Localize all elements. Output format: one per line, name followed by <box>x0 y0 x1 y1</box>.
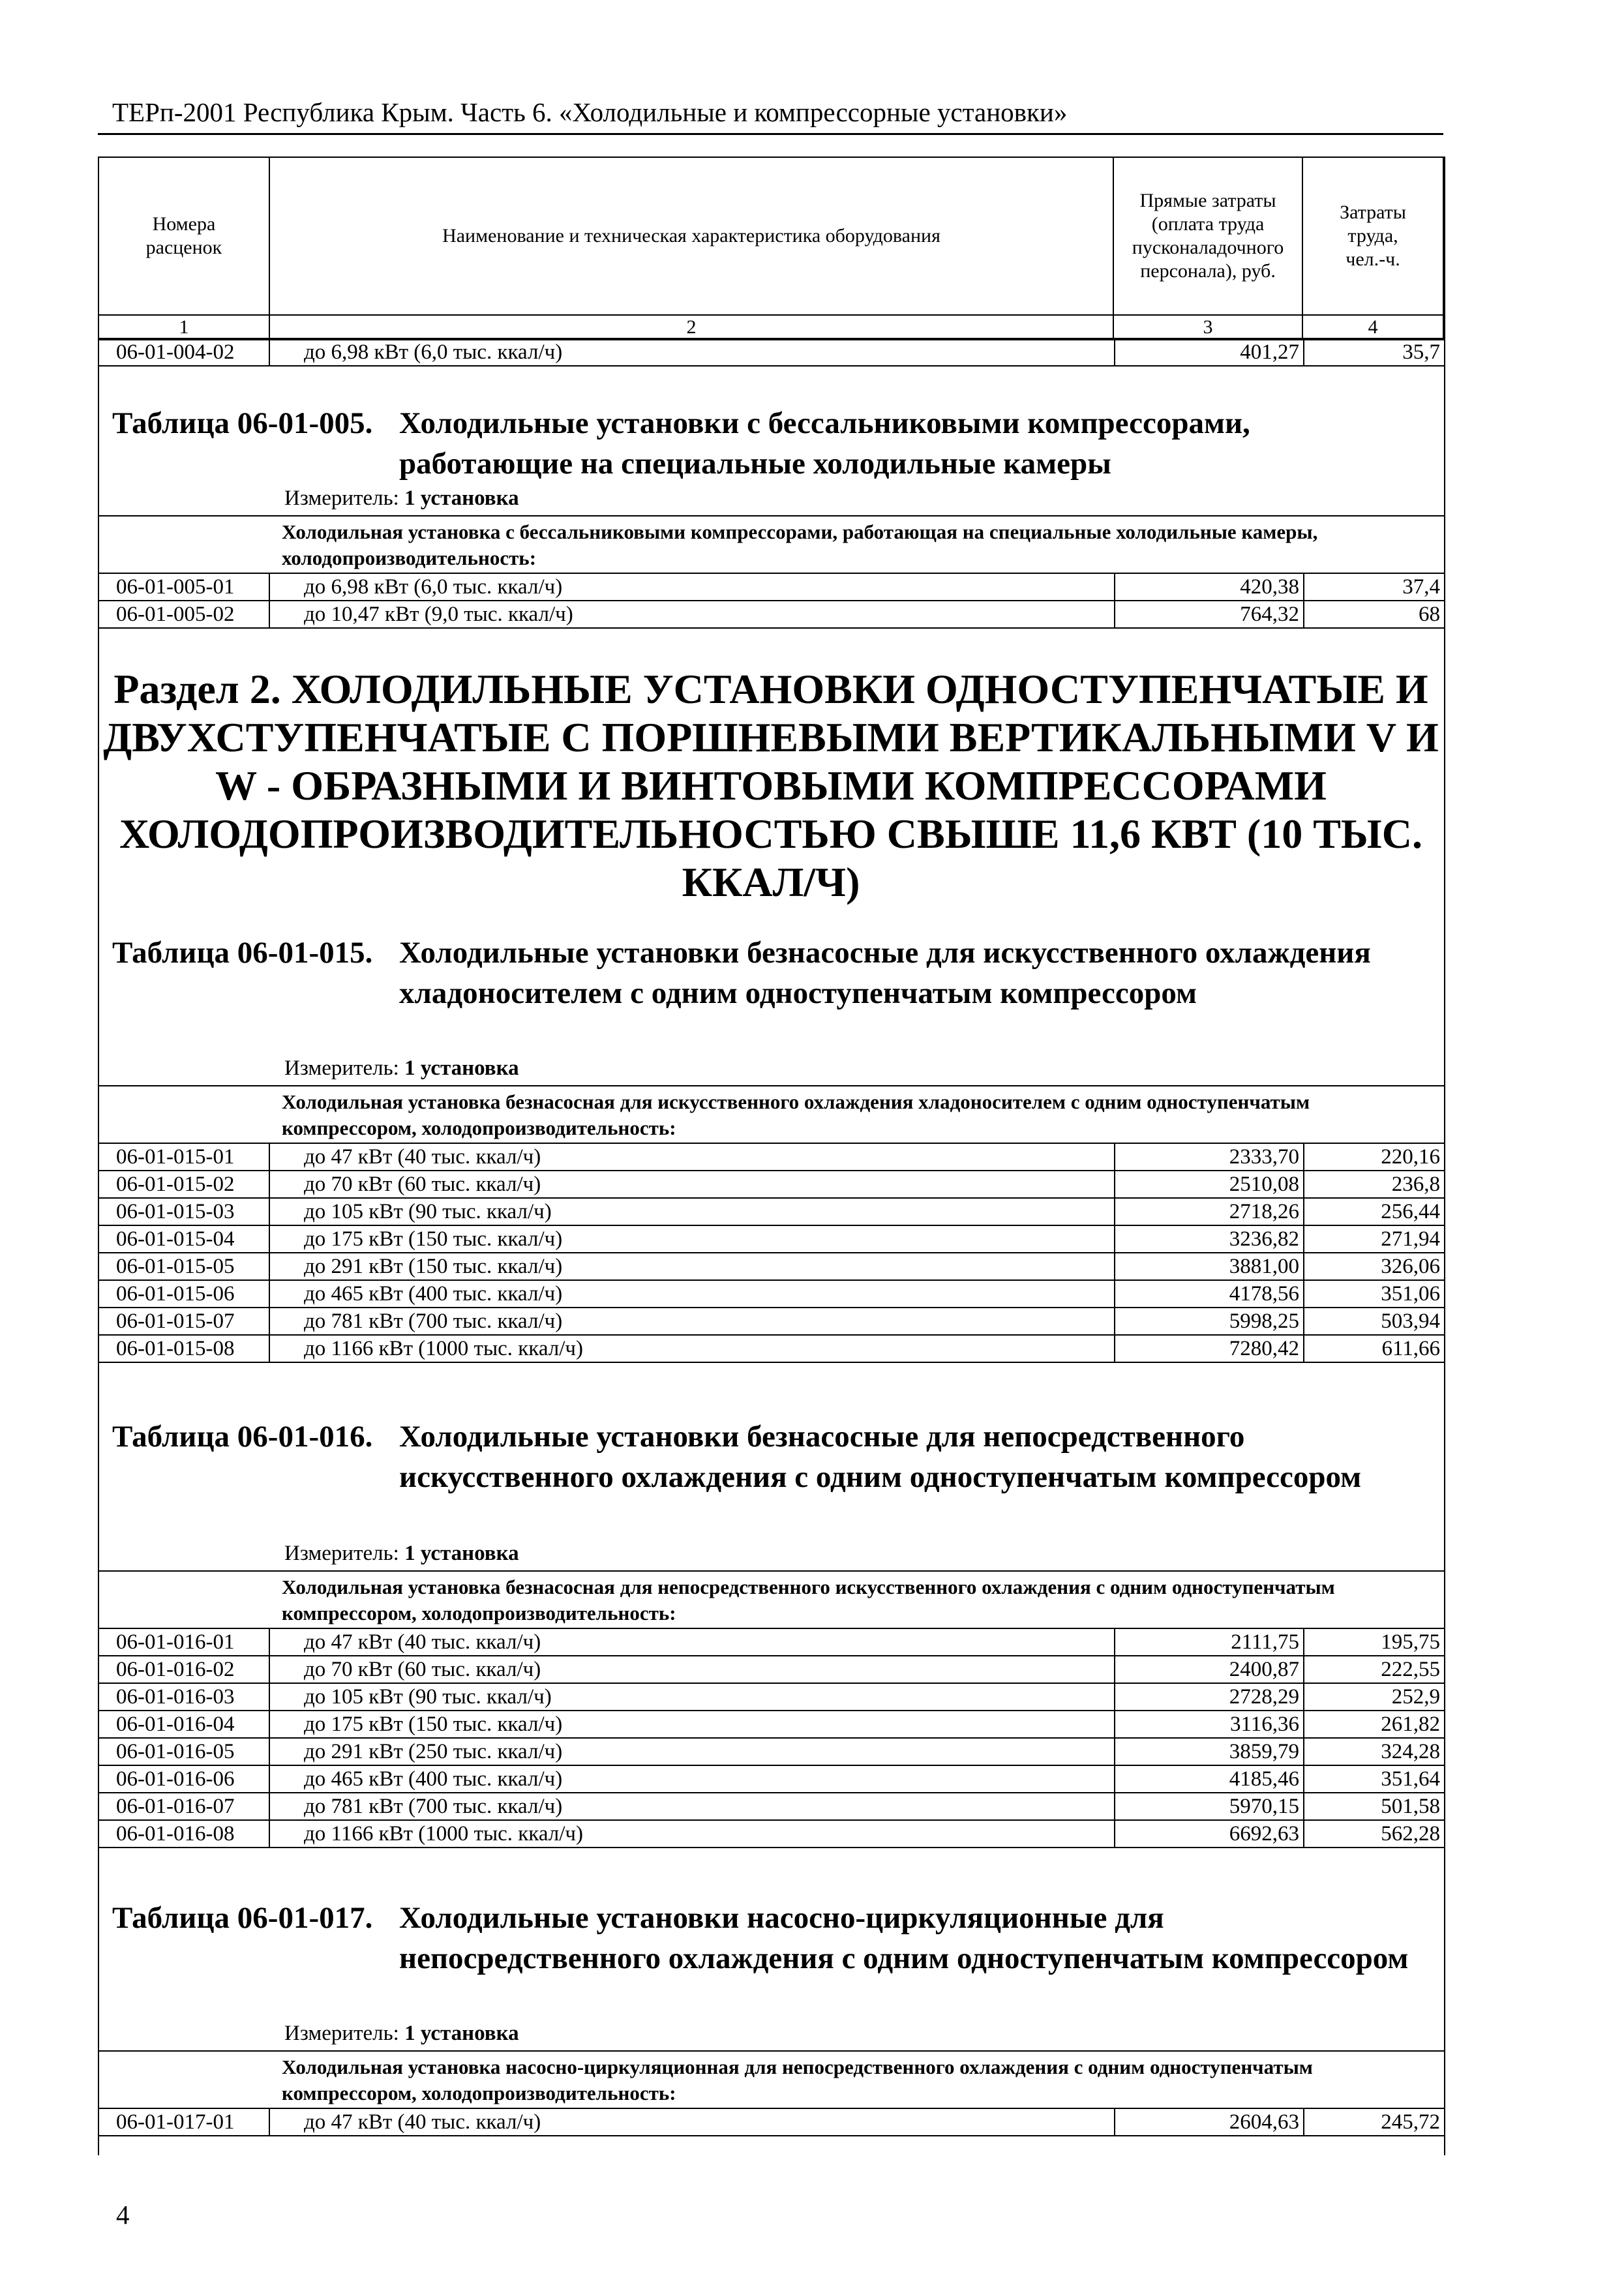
row-labor: 35,7 <box>1304 338 1445 366</box>
row-name: до 70 кВт (60 тыс. ккал/ч) <box>269 1171 1115 1198</box>
table-row <box>98 2108 1445 2136</box>
table-015-title-text: Холодильные установки безнасосные для искусственного охлаждения хладоносителем с одним одноступенчатым компрессором <box>399 936 1371 1010</box>
row-cost: 6692,63 <box>1115 1820 1304 1848</box>
meter-label: Измеритель: <box>284 486 399 510</box>
table-row <box>98 1225 1445 1253</box>
table-005 <box>98 515 1444 629</box>
group-row <box>98 516 1445 573</box>
row-cost: 2400,87 <box>1115 1656 1304 1683</box>
row-labor: 501,58 <box>1304 1793 1445 1820</box>
row-name: до 47 кВт (40 тыс. ккал/ч) <box>269 2108 1115 2136</box>
row-labor: 271,94 <box>1304 1225 1445 1253</box>
row-labor: 245,72 <box>1304 2108 1445 2136</box>
col-header-direct-costs: Прямые затраты (оплата труда пусконаладочного персонала), руб. <box>1113 157 1302 315</box>
row-cost: 4185,46 <box>1115 1765 1304 1793</box>
table-row <box>98 1335 1445 1362</box>
table-005-meter <box>284 486 519 511</box>
row-labor: 324,28 <box>1304 1738 1445 1765</box>
row-name: до 47 кВт (40 тыс. ккал/ч) <box>269 1628 1115 1656</box>
row-cost: 2718,26 <box>1115 1198 1304 1225</box>
row-name: до 10,47 кВт (9,0 тыс. ккал/ч) <box>269 601 1115 628</box>
row-labor: 351,06 <box>1304 1280 1445 1308</box>
row-name: до 47 кВт (40 тыс. ккал/ч) <box>269 1143 1115 1171</box>
row-code: 06-01-016-08 <box>98 1820 269 1848</box>
table-005-title <box>112 403 1430 484</box>
row-labor: 236,8 <box>1304 1171 1445 1198</box>
table-005-title-prefix: Таблица 06-01-005. <box>112 406 373 440</box>
row-cost: 401,27 <box>1115 338 1304 366</box>
meter-value: 1 установка <box>404 1056 519 1080</box>
row-name: до 1166 кВт (1000 тыс. ккал/ч) <box>269 1820 1115 1848</box>
row-name: до 175 кВт (150 тыс. ккал/ч) <box>269 1711 1115 1738</box>
continued-rows <box>98 338 1444 367</box>
table-row <box>98 1656 1445 1683</box>
row-cost: 420,38 <box>1115 573 1304 601</box>
row-name: до 105 кВт (90 тыс. ккал/ч) <box>269 1198 1115 1225</box>
column-header-table <box>98 157 1444 340</box>
row-labor: 195,75 <box>1304 1628 1445 1656</box>
table-016-title-prefix: Таблица 06-01-016. <box>112 1420 373 1454</box>
table-row <box>98 601 1445 628</box>
table-row <box>98 338 1445 366</box>
row-code: 06-01-005-01 <box>98 573 269 601</box>
row-code: 06-01-015-07 <box>98 1308 269 1335</box>
row-cost: 3236,82 <box>1115 1225 1304 1253</box>
table-015-title-prefix: Таблица 06-01-015. <box>112 936 373 970</box>
row-code: 06-01-016-02 <box>98 1656 269 1683</box>
row-code: 06-01-004-02 <box>98 338 269 366</box>
table-row <box>98 1253 1445 1280</box>
row-name: до 70 кВт (60 тыс. ккал/ч) <box>269 1656 1115 1683</box>
table-015-meter <box>284 1056 519 1081</box>
row-name: до 105 кВт (90 тыс. ккал/ч) <box>269 1683 1115 1711</box>
meter-label: Измеритель: <box>284 1056 399 1080</box>
page-header: ТЕРп-2001 Республика Крым. Часть 6. «Холодильные и компрессорные установки» <box>112 97 1068 127</box>
table-016-title-text: Холодильные установки безнасосные для непосредственного искусственного охлаждения с одним одноступенчатым компрессором <box>399 1420 1362 1494</box>
row-code: 06-01-015-02 <box>98 1171 269 1198</box>
table-017-meter <box>284 2022 519 2046</box>
row-name: до 291 кВт (250 тыс. ккал/ч) <box>269 1738 1115 1765</box>
row-cost: 2111,75 <box>1115 1628 1304 1656</box>
table-row <box>98 1143 1445 1171</box>
table-row <box>98 1308 1445 1335</box>
row-labor: 222,55 <box>1304 1656 1445 1683</box>
row-code: 06-01-016-04 <box>98 1711 269 1738</box>
row-code: 06-01-017-01 <box>98 2108 269 2136</box>
table-015-title <box>112 933 1430 1013</box>
row-name: до 175 кВт (150 тыс. ккал/ч) <box>269 1225 1115 1253</box>
row-labor: 37,4 <box>1304 573 1445 601</box>
row-code: 06-01-015-04 <box>98 1225 269 1253</box>
table-017-title-text: Холодильные установки насосно-циркуляционные для непосредственного охлаждения с одним одноступенчатым компрессором <box>399 1901 1409 1975</box>
row-cost: 2604,63 <box>1115 2108 1304 2136</box>
row-name: до 781 кВт (700 тыс. ккал/ч) <box>269 1308 1115 1335</box>
row-name: до 465 кВт (400 тыс. ккал/ч) <box>269 1280 1115 1308</box>
row-labor: 351,64 <box>1304 1765 1445 1793</box>
table-017 <box>98 2050 1444 2136</box>
col-header-codes: Номера расценок <box>98 157 269 315</box>
table-row <box>98 1793 1445 1820</box>
table-row <box>98 1820 1445 1848</box>
meter-label: Измеритель: <box>284 2022 399 2045</box>
row-name: до 6,98 кВт (6,0 тыс. ккал/ч) <box>269 338 1115 366</box>
row-code: 06-01-015-05 <box>98 1253 269 1280</box>
row-code: 06-01-016-06 <box>98 1765 269 1793</box>
table-016-meter <box>284 1542 519 1566</box>
row-labor: 326,06 <box>1304 1253 1445 1280</box>
table-017-group: Холодильная установка насосно-циркуляционная для непосредственного охлаждения с одним одноступенчатым компрессором, холодопроизводительность: <box>98 2051 1445 2108</box>
group-row <box>98 1571 1445 1628</box>
row-code: 06-01-015-06 <box>98 1280 269 1308</box>
table-017-title <box>112 1898 1430 1979</box>
table-005-group: Холодильная установка с бессальниковыми компрессорами, работающая на специальные холодильные камеры, холодопроизводительность: <box>98 516 1445 573</box>
meter-label: Измеритель: <box>284 1542 399 1565</box>
row-code: 06-01-016-07 <box>98 1793 269 1820</box>
row-labor: 256,44 <box>1304 1198 1445 1225</box>
row-labor: 261,82 <box>1304 1711 1445 1738</box>
row-labor: 68 <box>1304 601 1445 628</box>
row-labor: 503,94 <box>1304 1308 1445 1335</box>
col-number-1: 1 <box>98 315 269 340</box>
table-017-title-prefix: Таблица 06-01-017. <box>112 1901 373 1935</box>
col-header-name: Наименование и техническая характеристика оборудования <box>269 157 1113 315</box>
row-code: 06-01-015-01 <box>98 1143 269 1171</box>
row-cost: 3116,36 <box>1115 1711 1304 1738</box>
row-cost: 4178,56 <box>1115 1280 1304 1308</box>
table-row <box>98 1683 1445 1711</box>
meter-value: 1 установка <box>404 486 519 510</box>
row-cost: 3881,00 <box>1115 1253 1304 1280</box>
row-code: 06-01-015-03 <box>98 1198 269 1225</box>
col-number-2: 2 <box>269 315 1113 340</box>
row-name: до 781 кВт (700 тыс. ккал/ч) <box>269 1793 1115 1820</box>
table-016-title <box>112 1416 1430 1497</box>
col-number-4: 4 <box>1302 315 1443 340</box>
col-header-labor: Затраты труда, чел.-ч. <box>1302 157 1443 315</box>
row-labor: 611,66 <box>1304 1335 1445 1362</box>
table-row <box>98 1171 1445 1198</box>
row-labor: 252,9 <box>1304 1683 1445 1711</box>
table-015-group: Холодильная установка безнасосная для искусственного охлаждения хладоносителем с одним одноступенчатым компрессором, холодопроизводительность: <box>98 1086 1445 1143</box>
row-name: до 291 кВт (150 тыс. ккал/ч) <box>269 1253 1115 1280</box>
group-row <box>98 2051 1445 2108</box>
row-cost: 3859,79 <box>1115 1738 1304 1765</box>
row-cost: 2510,08 <box>1115 1171 1304 1198</box>
row-cost: 7280,42 <box>1115 1335 1304 1362</box>
table-015 <box>98 1085 1444 1363</box>
row-code: 06-01-016-03 <box>98 1683 269 1711</box>
row-code: 06-01-016-01 <box>98 1628 269 1656</box>
header-rule <box>98 133 1443 135</box>
section-2-title: Раздел 2. ХОЛОДИЛЬНЫЕ УСТАНОВКИ ОДНОСТУПЕНЧАТЫЕ И ДВУХСТУПЕНЧАТЫЕ С ПОРШНЕВЫМИ ВЕРТИКАЛЬНЫМИ V И W - ОБРАЗНЫМИ И ВИНТОВЫМИ КОМПРЕССОРАМИ ХОЛОДОПРОИЗВОДИТЕЛЬНОСТЬЮ СВЫШЕ 11,6 КВТ (10 ТЫС. ККАЛ/Ч) <box>103 666 1439 905</box>
row-cost: 5998,25 <box>1115 1308 1304 1335</box>
row-name: до 1166 кВт (1000 тыс. ккал/ч) <box>269 1335 1115 1362</box>
table-row <box>98 1280 1445 1308</box>
row-name: до 465 кВт (400 тыс. ккал/ч) <box>269 1765 1115 1793</box>
row-code: 06-01-016-05 <box>98 1738 269 1765</box>
row-cost: 5970,15 <box>1115 1793 1304 1820</box>
table-016-group: Холодильная установка безнасосная для непосредственного искусственного охлаждения с одним одноступенчатым компрессором, холодопроизводительность: <box>98 1571 1445 1628</box>
group-row <box>98 1086 1445 1143</box>
row-code: 06-01-005-02 <box>98 601 269 628</box>
table-row <box>98 1628 1445 1656</box>
meter-value: 1 установка <box>404 1542 519 1565</box>
table-005-title-text: Холодильные установки с бессальниковыми компрессорами, работающие на специальные холодильные камеры <box>399 406 1250 481</box>
table-row <box>98 1711 1445 1738</box>
page-number: 4 <box>116 2200 130 2230</box>
table-016 <box>98 1570 1444 1848</box>
table-row <box>98 1765 1445 1793</box>
row-name: до 6,98 кВт (6,0 тыс. ккал/ч) <box>269 573 1115 601</box>
row-labor: 562,28 <box>1304 1820 1445 1848</box>
row-code: 06-01-015-08 <box>98 1335 269 1362</box>
table-row <box>98 573 1445 601</box>
table-row <box>98 1198 1445 1225</box>
meter-value: 1 установка <box>404 2022 519 2045</box>
row-cost: 764,32 <box>1115 601 1304 628</box>
row-cost: 2333,70 <box>1115 1143 1304 1171</box>
row-cost: 2728,29 <box>1115 1683 1304 1711</box>
table-row <box>98 1738 1445 1765</box>
row-labor: 220,16 <box>1304 1143 1445 1171</box>
col-number-3: 3 <box>1113 315 1302 340</box>
